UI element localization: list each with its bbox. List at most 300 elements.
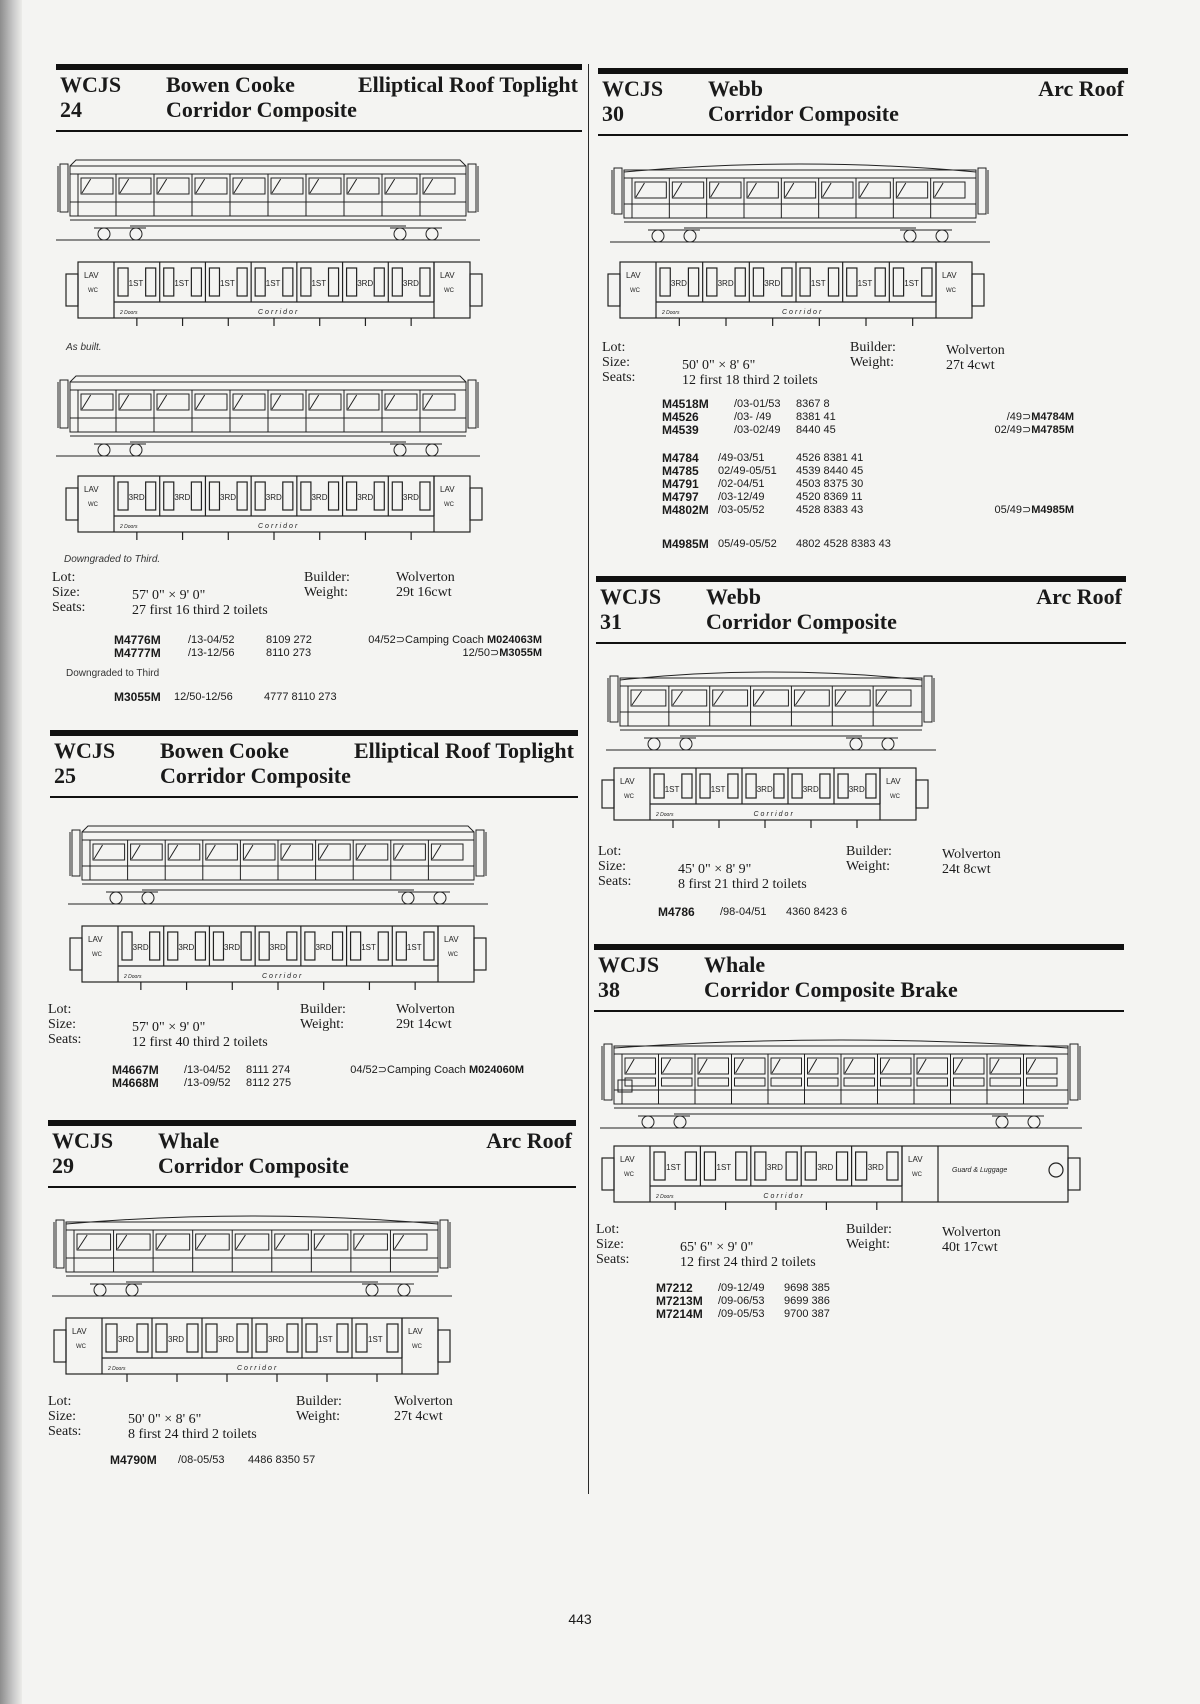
seat-left bbox=[256, 1324, 267, 1352]
service-dates: /49-03/51 bbox=[718, 452, 765, 464]
seat-left bbox=[306, 1324, 317, 1352]
window-glint bbox=[196, 395, 205, 409]
doors-label: 2 Doors bbox=[656, 1194, 674, 1200]
lav-label: LAV bbox=[84, 271, 99, 280]
entry-header bbox=[48, 1120, 576, 1188]
lot-label: Lot: bbox=[48, 1002, 72, 1017]
corridor-label: Corridor bbox=[258, 309, 300, 316]
lav-label: LAV bbox=[440, 485, 455, 494]
lot-label: Lot: bbox=[52, 570, 76, 585]
third-class-label: 3RD bbox=[265, 493, 282, 502]
roof-arc bbox=[624, 164, 976, 172]
wheel bbox=[98, 228, 110, 240]
size-label: Size: bbox=[52, 585, 80, 600]
entry-wcjs-25 bbox=[50, 730, 578, 1090]
column-divider bbox=[588, 64, 589, 1494]
renumber-note bbox=[1007, 411, 1074, 424]
number-history: 4520 8369 11 bbox=[796, 491, 863, 503]
corridor-label: Corridor bbox=[753, 811, 795, 818]
seat-right bbox=[786, 1152, 797, 1180]
service-dates: /98-04/51 bbox=[720, 906, 767, 918]
seat-right bbox=[195, 932, 205, 960]
gangway-right bbox=[972, 274, 984, 306]
floor-plan-svg bbox=[600, 758, 930, 834]
window-glint bbox=[158, 179, 167, 193]
wc-label: WC bbox=[946, 288, 956, 294]
seats-label: Seats: bbox=[48, 1032, 82, 1047]
first-class-label: 1ST bbox=[810, 279, 826, 288]
seat-right bbox=[828, 268, 838, 296]
window-glint bbox=[386, 395, 395, 409]
roof-type: Arc Roof bbox=[1038, 76, 1124, 101]
third-class-label: 3RD bbox=[268, 1335, 285, 1344]
window-glint bbox=[94, 845, 103, 859]
gangway-left bbox=[60, 164, 68, 212]
seat-right bbox=[875, 268, 885, 296]
record-row bbox=[110, 1454, 410, 1467]
third-class-label: 3RD bbox=[218, 1335, 235, 1344]
lav-label: LAV bbox=[886, 777, 901, 786]
third-class-label: 3RD bbox=[178, 943, 195, 952]
wheel bbox=[850, 738, 862, 750]
coach-type: Corridor Composite bbox=[708, 101, 899, 126]
wc-label: WC bbox=[92, 952, 102, 958]
seat-left bbox=[164, 482, 174, 510]
diagram-code: WCJS 25 bbox=[54, 738, 116, 788]
seat-left bbox=[755, 1152, 766, 1180]
seats-value: 8 first 24 third 2 toilets bbox=[128, 1427, 257, 1442]
handbrake-wheel bbox=[1049, 1163, 1063, 1177]
first-class-label: 1ST bbox=[128, 279, 144, 288]
third-class-label: 3RD bbox=[867, 1163, 884, 1172]
window-glint bbox=[196, 179, 205, 193]
wheel bbox=[130, 444, 142, 456]
elevation-lines bbox=[600, 1040, 1082, 1128]
builder-label: Builder: bbox=[296, 1394, 342, 1409]
roof-type: Arc Roof bbox=[1036, 584, 1122, 609]
entry-wcjs-38 bbox=[594, 944, 1124, 1334]
service-dates: 12/50-12/56 bbox=[174, 691, 233, 703]
renumber-target: M4784M bbox=[1031, 411, 1074, 423]
coach-number: M4985M bbox=[662, 537, 709, 551]
roof-arc bbox=[614, 1040, 1068, 1048]
coach-number: M4539 bbox=[662, 423, 699, 437]
wheel bbox=[674, 1116, 686, 1128]
record-row bbox=[658, 906, 958, 919]
seat-left bbox=[847, 268, 857, 296]
seat-left bbox=[392, 268, 402, 296]
wheel bbox=[110, 892, 122, 904]
number-history: 8440 45 bbox=[796, 424, 836, 436]
seat-right bbox=[374, 482, 384, 510]
record-row bbox=[112, 1064, 524, 1077]
seat-right bbox=[329, 268, 339, 296]
builder-label: Builder: bbox=[304, 570, 350, 585]
lower-panel bbox=[917, 1078, 948, 1086]
floor-plan-svg bbox=[52, 1308, 452, 1388]
entry-header bbox=[596, 576, 1126, 644]
number-history: 4503 8375 30 bbox=[796, 478, 864, 490]
floor-plan-svg bbox=[64, 466, 484, 546]
record-row bbox=[114, 691, 542, 704]
size-label: Size: bbox=[48, 1409, 76, 1424]
renumber-note bbox=[368, 634, 542, 647]
number-records-2 bbox=[662, 452, 1074, 517]
roof-type: Elliptical Roof Toplight bbox=[357, 72, 578, 97]
doors-label: 2 Doors bbox=[120, 310, 138, 316]
elevation-drawing-downgraded bbox=[56, 366, 480, 458]
plan-outline bbox=[614, 1146, 1068, 1202]
lower-panel bbox=[1027, 1078, 1058, 1086]
elevation-drawing bbox=[56, 150, 480, 242]
wheel bbox=[130, 228, 142, 240]
weight-label: Weight: bbox=[850, 355, 894, 370]
size-label: Size: bbox=[48, 1017, 76, 1032]
wheel bbox=[936, 230, 948, 242]
wheel bbox=[98, 444, 110, 456]
window-glint bbox=[432, 845, 441, 859]
renumber-note-text: /49⊃ bbox=[1006, 411, 1032, 423]
entry-header bbox=[598, 68, 1128, 136]
wheel bbox=[996, 1116, 1008, 1128]
wheel bbox=[882, 738, 894, 750]
record-row bbox=[114, 634, 542, 647]
builder-label: Builder: bbox=[850, 340, 896, 355]
first-class-label: 1ST bbox=[904, 279, 919, 288]
gangway-left bbox=[72, 830, 80, 876]
coach-type: Corridor Composite bbox=[166, 97, 357, 122]
seat-left bbox=[396, 932, 406, 960]
entry-wcjs-24 bbox=[52, 64, 582, 714]
window-glint bbox=[424, 395, 433, 409]
gangway-right bbox=[470, 274, 482, 306]
designer-name: Whale bbox=[158, 1128, 220, 1153]
third-class-label: 3RD bbox=[402, 493, 419, 502]
gangway-right bbox=[476, 830, 484, 876]
weight-value: 29t 14cwt bbox=[396, 1017, 452, 1032]
coach-number: M3055M bbox=[114, 690, 161, 704]
wheel bbox=[426, 444, 438, 456]
lower-panel bbox=[844, 1078, 875, 1086]
third-class-label: 3RD bbox=[848, 785, 865, 794]
seat-left bbox=[255, 268, 265, 296]
renumber-target: M3055M bbox=[499, 647, 542, 659]
window-glint bbox=[918, 1059, 926, 1073]
renumber-note bbox=[994, 504, 1074, 517]
first-class-label: 1ST bbox=[857, 279, 873, 288]
renumber-target: M4785M bbox=[1031, 424, 1074, 436]
number-records bbox=[114, 634, 542, 660]
seat-left bbox=[301, 268, 311, 296]
wheel bbox=[434, 892, 446, 904]
service-dates: /03- /49 bbox=[734, 411, 772, 423]
seat-right bbox=[241, 932, 251, 960]
wheel bbox=[680, 738, 692, 750]
seat-right bbox=[420, 482, 430, 510]
window-glint bbox=[1028, 1059, 1036, 1073]
designer-name: Bowen Cooke bbox=[166, 72, 295, 97]
seat-right bbox=[887, 1152, 898, 1180]
entry-header bbox=[594, 944, 1124, 1012]
specs-block bbox=[48, 1002, 568, 1052]
seat-left bbox=[660, 268, 670, 296]
weight-label: Weight: bbox=[300, 1017, 344, 1032]
first-class-label: 1ST bbox=[664, 785, 680, 794]
seat-left bbox=[118, 268, 128, 296]
doors-label: 2 Doors bbox=[656, 812, 674, 818]
roof-elliptical bbox=[82, 826, 474, 832]
window-glint bbox=[714, 691, 724, 705]
floor-plan-drawing-downgraded bbox=[64, 466, 484, 546]
lav-label: LAV bbox=[942, 271, 957, 280]
size-label: Size: bbox=[596, 1237, 624, 1252]
window-glint bbox=[132, 845, 141, 859]
elevation-lines bbox=[56, 376, 480, 456]
number-records bbox=[662, 398, 1074, 437]
service-dates: /03-12/49 bbox=[718, 491, 765, 503]
third-class-label: 3RD bbox=[670, 279, 687, 288]
elevation-lines bbox=[52, 1216, 452, 1296]
entry-header bbox=[50, 730, 578, 798]
lower-panel bbox=[625, 1078, 656, 1086]
seat-right bbox=[866, 774, 876, 798]
coach-number: M4791 bbox=[662, 477, 699, 491]
gangway-right bbox=[474, 938, 486, 970]
lav-label: LAV bbox=[88, 935, 103, 944]
wheel bbox=[684, 230, 696, 242]
specs-block bbox=[602, 340, 1122, 390]
number-history: 4539 8440 45 bbox=[796, 465, 864, 477]
gangway-left bbox=[610, 676, 618, 722]
seat-right bbox=[337, 1324, 348, 1352]
record-row bbox=[662, 398, 1074, 411]
wc-label: WC bbox=[76, 1344, 86, 1350]
lower-panel bbox=[698, 1078, 729, 1086]
elevation-drawing bbox=[52, 1206, 452, 1298]
service-dates: /09-05/53 bbox=[718, 1308, 765, 1320]
seat-left bbox=[856, 1152, 867, 1180]
seat-right bbox=[283, 268, 293, 296]
designer-name: Whale bbox=[704, 952, 766, 977]
third-class-label: 3RD bbox=[269, 943, 286, 952]
window-glint bbox=[991, 1059, 999, 1073]
gangway-right bbox=[978, 168, 986, 214]
record-row bbox=[662, 504, 1074, 517]
window-glint bbox=[955, 1059, 963, 1073]
seat-left bbox=[700, 774, 710, 798]
third-class-label: 3RD bbox=[357, 493, 374, 502]
renumber-note-text: 02/49⊃ bbox=[994, 424, 1032, 436]
renumber-target: M024060M bbox=[468, 1064, 524, 1076]
seats-label: Seats: bbox=[596, 1252, 630, 1267]
seats-value: 27 first 16 third 2 toilets bbox=[132, 603, 268, 618]
builder-label: Builder: bbox=[846, 844, 892, 859]
third-class-label: 3RD bbox=[220, 493, 237, 502]
first-class-label: 1ST bbox=[265, 279, 281, 288]
seat-left bbox=[707, 268, 717, 296]
window-glint bbox=[310, 395, 319, 409]
first-class-label: 1ST bbox=[361, 943, 376, 952]
seat-left bbox=[347, 268, 357, 296]
builder-value: Wolverton bbox=[396, 570, 455, 585]
weight-value: 29t 16cwt bbox=[396, 585, 452, 600]
seats-value: 12 first 24 third 2 toilets bbox=[680, 1255, 816, 1270]
lower-panel bbox=[808, 1078, 839, 1086]
window-glint bbox=[897, 183, 905, 197]
gangway-right bbox=[468, 164, 476, 212]
service-dates: /03-01/53 bbox=[734, 398, 781, 410]
lower-panel bbox=[954, 1078, 985, 1086]
wc-label: WC bbox=[890, 794, 900, 800]
side-elevation-svg bbox=[610, 154, 990, 244]
number-history: 8381 41 bbox=[796, 411, 836, 423]
window-glint bbox=[394, 1235, 403, 1249]
number-records bbox=[112, 1064, 524, 1090]
window-glint bbox=[355, 1235, 364, 1249]
elevation-drawing bbox=[600, 1030, 1082, 1130]
coach-number: M4777M bbox=[114, 646, 161, 660]
seat-right bbox=[237, 1324, 248, 1352]
window-glint bbox=[673, 691, 683, 705]
number-history: 9699 386 bbox=[784, 1295, 830, 1307]
record-row bbox=[662, 452, 1074, 465]
window-glint bbox=[320, 845, 329, 859]
elevation-lines bbox=[610, 164, 990, 242]
seat-left bbox=[838, 774, 848, 798]
window-glint bbox=[82, 179, 91, 193]
window-glint bbox=[118, 1235, 127, 1249]
window-glint bbox=[845, 1059, 853, 1073]
plan-lines bbox=[66, 476, 482, 540]
builder-value: Wolverton bbox=[394, 1394, 453, 1409]
number-history: 4360 8423 6 bbox=[786, 906, 848, 918]
record-row bbox=[662, 538, 1074, 551]
doors-label: 2 Doors bbox=[662, 310, 680, 316]
body-side bbox=[620, 678, 922, 726]
third-class-label: 3RD bbox=[168, 1335, 185, 1344]
window-glint bbox=[348, 179, 357, 193]
wc-label: WC bbox=[624, 1172, 634, 1178]
service-dates: /09-12/49 bbox=[718, 1282, 765, 1294]
number-history: 4802 4528 8383 43 bbox=[796, 538, 891, 550]
lav-label: LAV bbox=[626, 271, 641, 280]
elevation-lines bbox=[56, 160, 480, 240]
seat-left bbox=[209, 268, 219, 296]
seat-right bbox=[187, 1324, 198, 1352]
corridor-label: Corridor bbox=[782, 309, 824, 316]
window-glint bbox=[823, 183, 831, 197]
side-elevation-svg bbox=[600, 1030, 1082, 1130]
lot-label: Lot: bbox=[602, 340, 626, 355]
window-glint bbox=[673, 183, 681, 197]
seat-left bbox=[301, 482, 311, 510]
gangway-left bbox=[56, 1220, 64, 1268]
side-elevation-svg bbox=[52, 1206, 452, 1298]
size-value: 57' 0" × 9' 0" bbox=[132, 588, 206, 603]
seat-right bbox=[922, 268, 932, 296]
seat-left bbox=[206, 1324, 217, 1352]
diagram-code: WCJS 30 bbox=[602, 76, 664, 126]
window-glint bbox=[315, 1235, 324, 1249]
caption-as-built: As built. bbox=[66, 342, 102, 353]
renumber-note bbox=[462, 647, 542, 660]
gangway-left bbox=[70, 938, 82, 970]
seat-left bbox=[704, 1152, 715, 1180]
renumber-note-text: 12/50⊃ bbox=[462, 647, 500, 659]
lav-label: LAV bbox=[620, 777, 635, 786]
third-class-label: 3RD bbox=[311, 493, 328, 502]
third-class-label: 3RD bbox=[802, 785, 819, 794]
wheel bbox=[366, 1284, 378, 1296]
window-glint bbox=[197, 1235, 206, 1249]
gangway-right bbox=[438, 1330, 450, 1362]
gangway-left bbox=[54, 1330, 66, 1362]
seat-left bbox=[255, 482, 265, 510]
wheel bbox=[648, 738, 660, 750]
corridor-label: Corridor bbox=[763, 1193, 805, 1200]
seat-left bbox=[746, 774, 756, 798]
gangway-right bbox=[470, 488, 482, 520]
seat-left bbox=[392, 482, 402, 510]
window-glint bbox=[234, 395, 243, 409]
floor-plan-drawing bbox=[64, 252, 484, 332]
plan-lines bbox=[70, 926, 486, 990]
service-dates: /03-05/52 bbox=[718, 504, 765, 516]
elevation-drawing bbox=[68, 816, 488, 906]
designer-name: Webb bbox=[708, 76, 764, 101]
window-glint bbox=[157, 1235, 166, 1249]
first-class-label: 1ST bbox=[406, 943, 422, 952]
number-history: 4777 8110 273 bbox=[264, 691, 337, 703]
seat-right bbox=[736, 1152, 747, 1180]
window-glint bbox=[82, 395, 91, 409]
corridor-label: Corridor bbox=[262, 973, 304, 980]
first-class-label: 1ST bbox=[220, 279, 235, 288]
window-glint bbox=[772, 1059, 780, 1073]
number-history: 8109 272 bbox=[266, 634, 312, 646]
third-class-label: 3RD bbox=[766, 1163, 783, 1172]
record-row bbox=[114, 647, 542, 660]
first-class-label: 1ST bbox=[666, 1163, 681, 1172]
entry-wcjs-31 bbox=[596, 576, 1126, 926]
seat-right bbox=[420, 268, 430, 296]
wc-label: WC bbox=[448, 952, 458, 958]
window-glint bbox=[120, 179, 129, 193]
renumber-note-text: 04/52⊃Camping Coach bbox=[368, 634, 487, 646]
seat-right bbox=[688, 268, 698, 296]
side-elevation-svg bbox=[606, 662, 936, 752]
number-history: 8110 273 bbox=[266, 647, 312, 659]
coach-number: M7212 bbox=[656, 1281, 693, 1295]
seat-right bbox=[820, 774, 830, 798]
seats-value: 12 first 40 third 2 toilets bbox=[132, 1035, 268, 1050]
coach-number: M4802M bbox=[662, 503, 709, 517]
gangway-right bbox=[1068, 1158, 1080, 1190]
coach-number: M4667M bbox=[112, 1063, 159, 1077]
seat-left bbox=[753, 268, 763, 296]
builder-label: Builder: bbox=[300, 1002, 346, 1017]
specs-block bbox=[48, 1394, 568, 1444]
coach-type: Corridor Composite bbox=[160, 763, 351, 788]
seats-label: Seats: bbox=[48, 1424, 82, 1439]
service-dates: /03-02/49 bbox=[734, 424, 781, 436]
number-records bbox=[658, 906, 958, 919]
floor-plan-drawing bbox=[52, 1308, 452, 1388]
seat-left bbox=[213, 932, 223, 960]
caption-downgraded: Downgraded to Third. bbox=[64, 554, 161, 565]
wheel bbox=[394, 228, 406, 240]
coach-type: Corridor Composite Brake bbox=[704, 977, 958, 1002]
